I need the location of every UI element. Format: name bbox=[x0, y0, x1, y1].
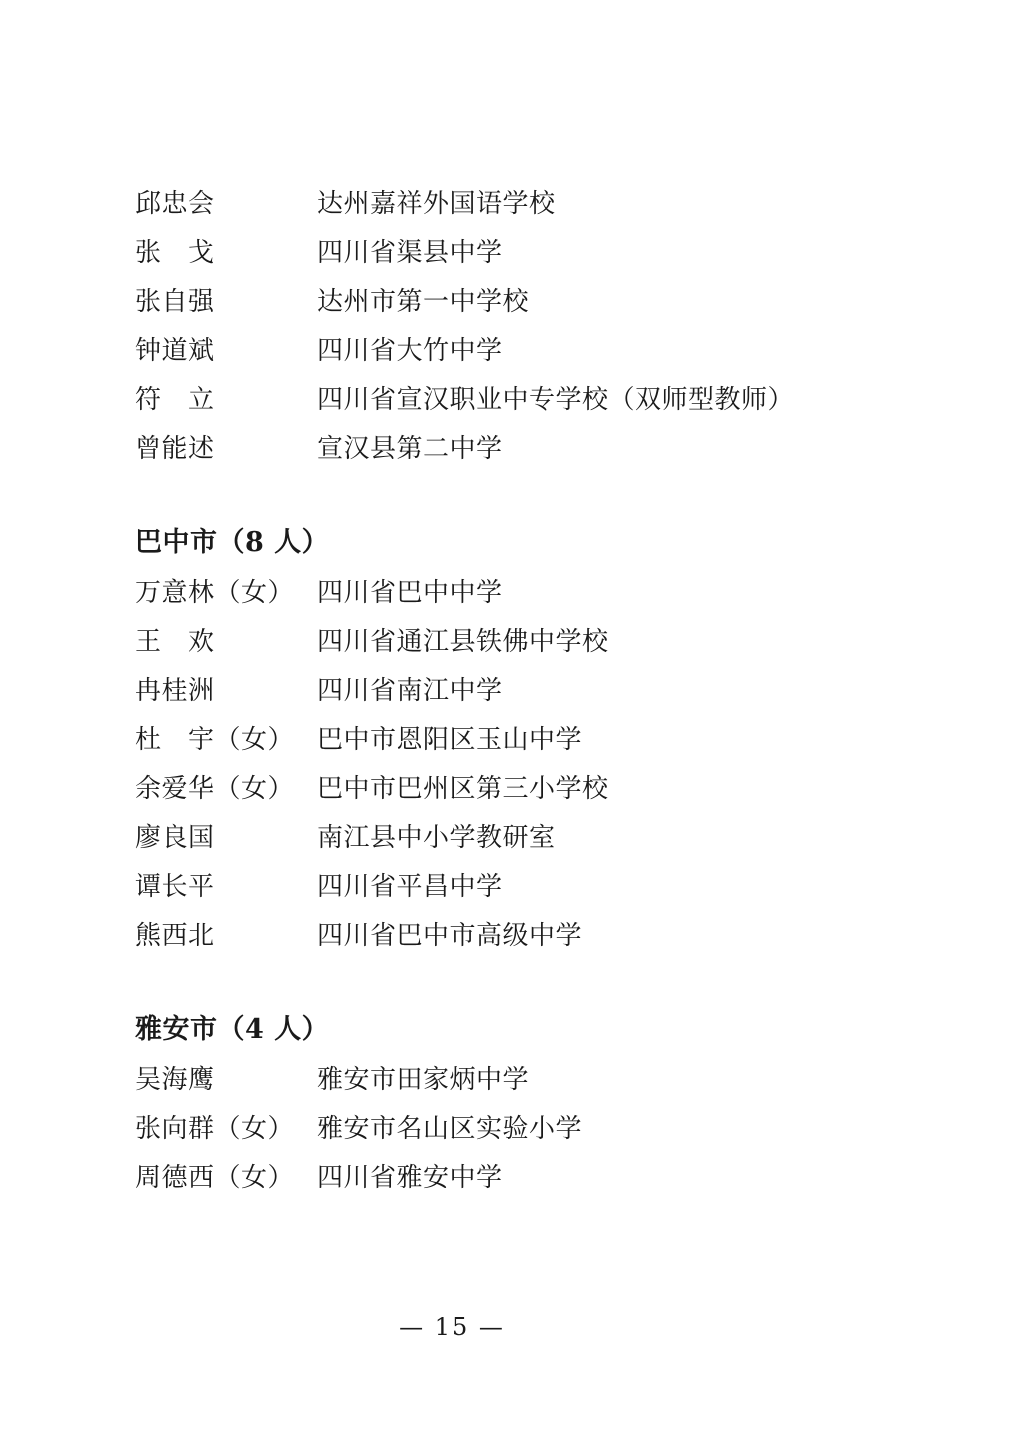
school-name: 南江县中小学教研室 bbox=[317, 823, 556, 853]
school-name: 宣汉县第二中学 bbox=[317, 434, 503, 464]
entry-group-yaan bbox=[135, 1005, 895, 1203]
school-name: 雅安市田家炳中学 bbox=[317, 1065, 530, 1095]
list-item bbox=[135, 1105, 895, 1154]
document-body bbox=[135, 180, 895, 1203]
school-name: 达州市第一中学校 bbox=[317, 287, 530, 317]
person-name: 王 欢 bbox=[135, 627, 215, 657]
person-name: 冉桂洲 bbox=[135, 676, 215, 706]
person-name: 谭长平 bbox=[135, 872, 215, 902]
page-number: — 15 — bbox=[399, 1313, 505, 1341]
list-item bbox=[135, 814, 895, 863]
list-item bbox=[135, 863, 895, 912]
list-item bbox=[135, 180, 895, 229]
list-item bbox=[135, 912, 895, 961]
list-item bbox=[135, 229, 895, 278]
person-name: 张 戈 bbox=[135, 238, 215, 268]
list-item bbox=[135, 1154, 895, 1203]
school-name: 四川省雅安中学 bbox=[317, 1163, 503, 1193]
school-name: 四川省宣汉职业中专学校（双师型教师） bbox=[317, 385, 795, 415]
school-name: 四川省巴中市高级中学 bbox=[317, 921, 583, 951]
school-name: 四川省平昌中学 bbox=[317, 872, 503, 902]
person-name: 余爱华（女） bbox=[135, 774, 295, 804]
person-name: 符 立 bbox=[135, 385, 215, 415]
list-item bbox=[135, 618, 895, 667]
person-name: 张自强 bbox=[135, 287, 215, 317]
entry-group-bazhong bbox=[135, 518, 895, 961]
section-heading: 巴中市（8 人） bbox=[135, 527, 330, 558]
list-item bbox=[135, 716, 895, 765]
person-name: 邱忠会 bbox=[135, 189, 215, 219]
list-item bbox=[135, 765, 895, 814]
list-item bbox=[135, 327, 895, 376]
list-item bbox=[135, 376, 895, 425]
person-name: 张向群（女） bbox=[135, 1114, 295, 1144]
school-name: 巴中市巴州区第三小学校 bbox=[317, 774, 609, 804]
school-name: 四川省大竹中学 bbox=[317, 336, 503, 366]
person-name: 吴海鹰 bbox=[135, 1065, 215, 1095]
list-item bbox=[135, 278, 895, 327]
list-item bbox=[135, 1056, 895, 1105]
school-name: 雅安市名山区实验小学 bbox=[317, 1114, 583, 1144]
school-name: 四川省通江县铁佛中学校 bbox=[317, 627, 609, 657]
person-name: 钟道斌 bbox=[135, 336, 215, 366]
section-heading: 雅安市（4 人） bbox=[135, 1014, 330, 1045]
person-name: 杜 宇（女） bbox=[135, 725, 295, 755]
school-name: 达州嘉祥外国语学校 bbox=[317, 189, 556, 219]
list-item bbox=[135, 667, 895, 716]
school-name: 四川省巴中中学 bbox=[317, 578, 503, 608]
school-name: 四川省渠县中学 bbox=[317, 238, 503, 268]
person-name: 曾能述 bbox=[135, 434, 215, 464]
person-name: 廖良国 bbox=[135, 823, 215, 853]
person-name: 周德西（女） bbox=[135, 1163, 295, 1193]
list-item bbox=[135, 425, 895, 474]
school-name: 四川省南江中学 bbox=[317, 676, 503, 706]
school-name: 巴中市恩阳区玉山中学 bbox=[317, 725, 583, 755]
person-name: 万意林（女） bbox=[135, 578, 295, 608]
list-item bbox=[135, 569, 895, 618]
entry-group-dazhou bbox=[135, 180, 895, 474]
person-name: 熊西北 bbox=[135, 921, 215, 951]
